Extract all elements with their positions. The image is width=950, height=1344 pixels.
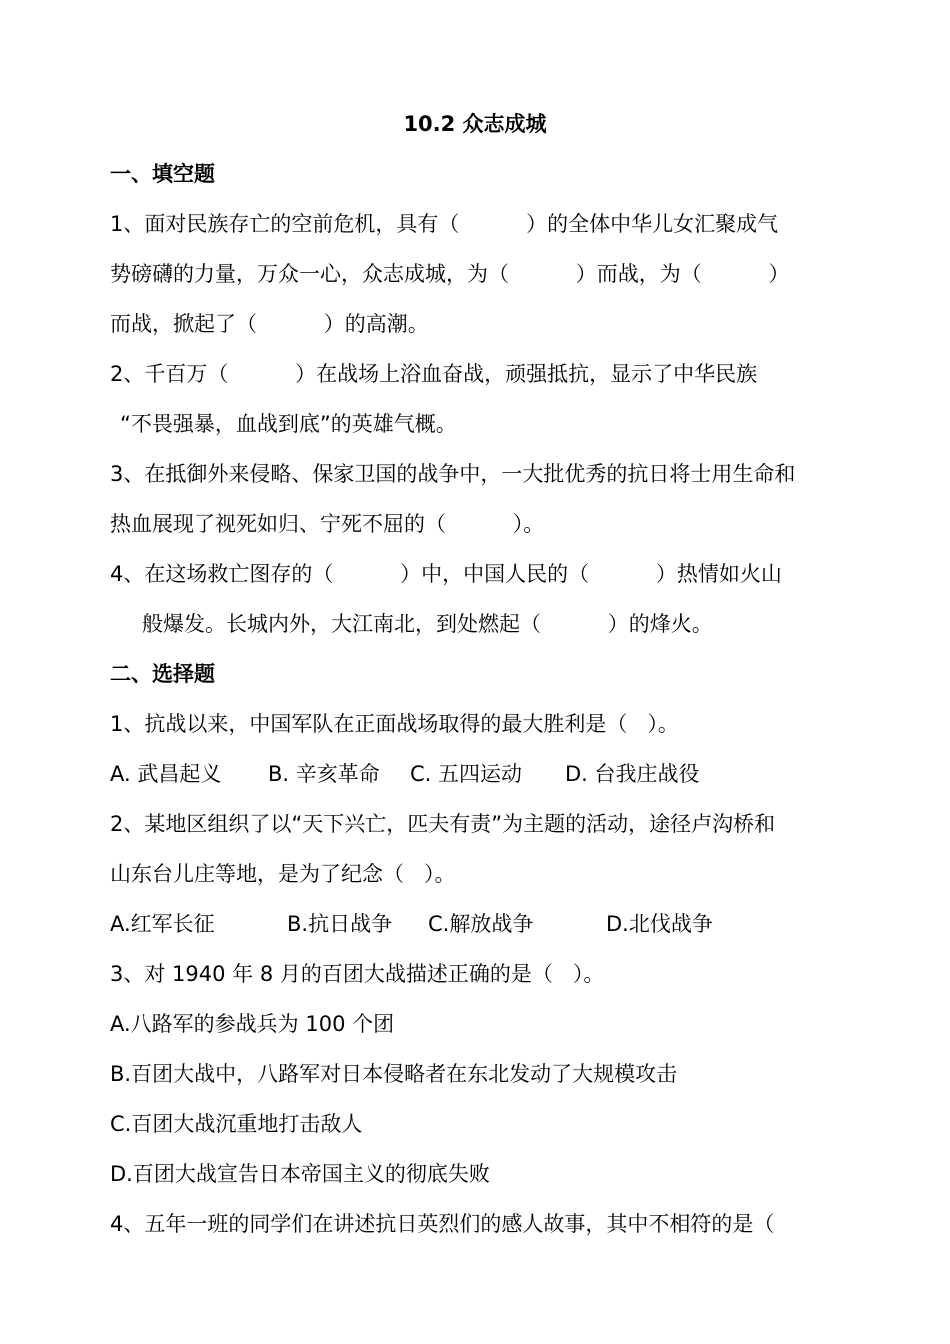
answer-option: A. 武昌起义 bbox=[110, 762, 222, 786]
answer-option: B.抗日战争 bbox=[287, 912, 393, 936]
fill-blank-line: 1、面对民族存亡的空前危机，具有（ ）的全体中华儿女汇聚成气 bbox=[110, 212, 779, 236]
question-stem: 1、抗战以来，中国军队在正面战场取得的最大胜利是（ ）。 bbox=[110, 712, 679, 736]
question-stem: 3、对 1940 年 8 月的百团大战描述正确的是（ ）。 bbox=[110, 962, 605, 986]
fill-blank-line: 热血展现了视死如归、宁死不屈的（ ）。 bbox=[110, 512, 545, 536]
answer-option: D. 台我庄战役 bbox=[565, 762, 700, 786]
answer-option: A.八路军的参战兵为 100 个团 bbox=[110, 1012, 395, 1036]
question-stem: 山东台儿庄等地，是为了纪念（ ）。 bbox=[110, 862, 456, 886]
fill-blank-line: 般爆发。长城内外，大江南北，到处燃起（ ）的烽火。 bbox=[142, 612, 713, 636]
fill-blank-line: 2、千百万（ ）在战场上浴血奋战，顽强抵抗，显示了中华民族 bbox=[110, 362, 758, 386]
answer-option: D.百团大战宣告日本帝国主义的彻底失败 bbox=[110, 1162, 490, 1186]
answer-option: D.北伐战争 bbox=[606, 912, 713, 936]
section-heading-multiple-choice: 二、选择题 bbox=[110, 662, 215, 686]
fill-blank-line: 而战，掀起了（ ）的高潮。 bbox=[110, 312, 429, 336]
answer-option: B. 辛亥革命 bbox=[268, 762, 380, 786]
question-stem: 4、五年一班的同学们在讲述抗日英烈们的感人故事，其中不相符的是（ bbox=[110, 1212, 775, 1236]
answer-option: C.解放战争 bbox=[428, 912, 534, 936]
fill-blank-line: 4、在这场救亡图存的（ ）中，中国人民的（ ）热情如火山 bbox=[110, 562, 782, 586]
question-stem: 2、某地区组织了以“天下兴亡，匹夫有责”为主题的活动，途径卢沟桥和 bbox=[110, 812, 776, 836]
section-heading-fill-blank: 一、填空题 bbox=[110, 162, 215, 186]
answer-option: A.红军长征 bbox=[110, 912, 215, 936]
fill-blank-line: 3、在抵御外来侵略、保家卫国的战争中，一大批优秀的抗日将士用生命和 bbox=[110, 462, 796, 486]
page-title: 10.2 众志成城 bbox=[403, 112, 547, 136]
fill-blank-line: 势磅礴的力量，万众一心，众志成城，为（ ）而战，为（ ） bbox=[110, 262, 790, 286]
answer-option: B.百团大战中，八路军对日本侵略者在东北发动了大规模攻击 bbox=[110, 1062, 678, 1086]
answer-option: C. 五四运动 bbox=[410, 762, 523, 786]
answer-option: C.百团大战沉重地打击敌人 bbox=[110, 1112, 363, 1136]
fill-blank-line: “不畏强暴，血战到底”的英雄气概。 bbox=[120, 412, 457, 436]
